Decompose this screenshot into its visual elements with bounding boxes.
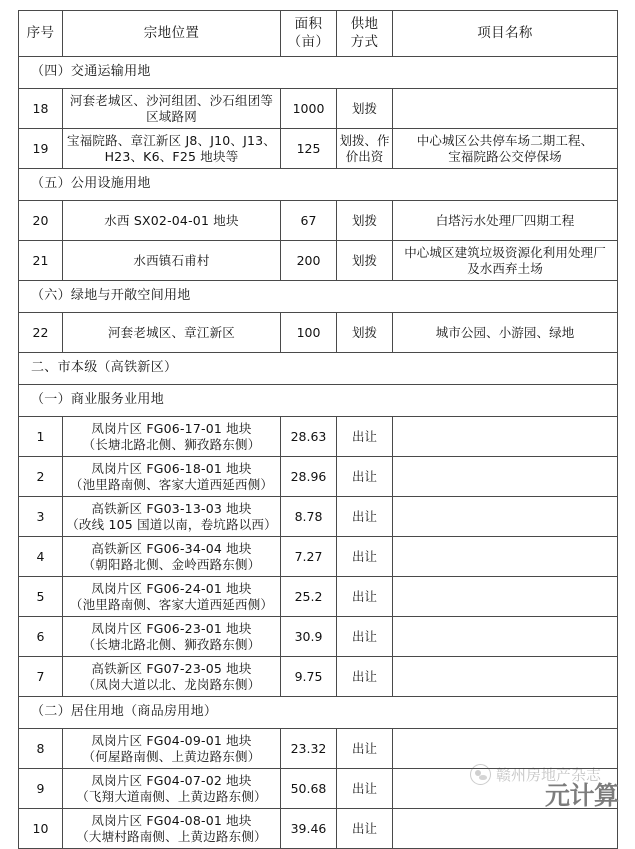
cell-line: 出让 [351, 740, 377, 756]
parcel-area: 28.96 [281, 457, 337, 497]
cell-line: 河套老城区、沙河组团、沙石组团等 [69, 92, 274, 108]
row-index: 9 [19, 769, 63, 809]
table-section-row [19, 57, 618, 89]
project-name [393, 537, 618, 577]
column-header-line: 方式 [350, 33, 379, 50]
section-title: 二、市本级（高铁新区） [19, 353, 618, 385]
cell-line: 中心城区公共停车场二期工程、 [416, 132, 594, 148]
table-body [19, 57, 618, 849]
supply-mode [337, 617, 393, 657]
supply-mode [337, 313, 393, 353]
parcel-area: 7.27 [281, 537, 337, 577]
parcel-area: 8.78 [281, 497, 337, 537]
row-index: 19 [19, 129, 63, 169]
column-header-location [63, 11, 281, 57]
cell-line: 水西 SX02-04-01 地块 [104, 212, 239, 228]
parcel-area: 125 [281, 129, 337, 169]
table-row [19, 241, 618, 281]
project-name [393, 809, 618, 849]
table-header-row [19, 11, 618, 57]
row-index: 3 [19, 497, 63, 537]
column-header-line: 序号 [26, 24, 55, 41]
parcel-area: 200 [281, 241, 337, 281]
parcel-area: 23.32 [281, 729, 337, 769]
supply-mode [337, 769, 393, 809]
row-index: 18 [19, 89, 63, 129]
cell-line: （凤岗大道以北、龙岗路东侧） [82, 676, 261, 692]
cell-line: 划拨 [351, 100, 377, 116]
row-index: 4 [19, 537, 63, 577]
parcel-area: 67 [281, 201, 337, 241]
parcel-area: 1000 [281, 89, 337, 129]
parcel-location [63, 657, 281, 697]
row-index: 22 [19, 313, 63, 353]
cell-line: 划拨 [351, 324, 377, 340]
column-header-area [281, 11, 337, 57]
parcel-location [63, 201, 281, 241]
cell-line: 出让 [351, 548, 377, 564]
row-index: 8 [19, 729, 63, 769]
supply-mode [337, 129, 393, 169]
table-row [19, 417, 618, 457]
project-name [393, 617, 618, 657]
row-index: 7 [19, 657, 63, 697]
parcel-location [63, 457, 281, 497]
cell-line: 凤岗片区 FG06-24-01 地块 [91, 580, 252, 596]
brand-watermark: 元计算 [545, 781, 619, 810]
cell-line: （长塘北路北侧、狮孜路东侧） [82, 636, 261, 652]
cell-line: 出让 [351, 780, 377, 796]
cell-line: 凤岗片区 FG06-18-01 地块 [91, 460, 252, 476]
table-section-row [19, 169, 618, 201]
supply-mode [337, 537, 393, 577]
parcel-area: 28.63 [281, 417, 337, 457]
table-row [19, 577, 618, 617]
cell-line: 出让 [351, 628, 377, 644]
column-header-line: 宗地位置 [143, 24, 200, 41]
cell-line: 价出资 [345, 148, 384, 164]
column-header-project [393, 11, 618, 57]
supply-mode [337, 729, 393, 769]
cell-line: （改线 105 国道以南，卷坑路以西） [66, 516, 277, 532]
cell-line: （何屋路南侧、上黄边路东侧） [82, 748, 261, 764]
cell-line: H23、K6、F25 地块等 [104, 148, 239, 164]
cell-line: （飞翔大道南侧、上黄边路东侧） [76, 788, 267, 804]
supply-mode [337, 201, 393, 241]
table-row [19, 201, 618, 241]
parcel-area: 50.68 [281, 769, 337, 809]
cell-line: 出让 [351, 668, 377, 684]
parcel-location [63, 729, 281, 769]
table-row [19, 657, 618, 697]
table-row [19, 537, 618, 577]
cell-line: 出让 [351, 468, 377, 484]
parcel-location [63, 769, 281, 809]
table-section-row [19, 385, 618, 417]
cell-line: 宝福院路、章江新区 J8、J10、J13、 [67, 132, 276, 148]
cell-line: （池里路南侧、客家大道西延西侧） [69, 476, 274, 492]
cell-line: 高铁新区 FG07-23-05 地块 [91, 660, 252, 676]
cell-line: 宝福院路公交停保场 [448, 148, 562, 164]
parcel-location [63, 617, 281, 657]
cell-line: 凤岗片区 FG04-09-01 地块 [91, 732, 252, 748]
column-header-index [19, 11, 63, 57]
cell-line: 出让 [351, 588, 377, 604]
parcel-location [63, 537, 281, 577]
parcel-location [63, 313, 281, 353]
land-supply-table [18, 10, 618, 849]
table-row [19, 809, 618, 849]
cell-line: 高铁新区 FG03-13-03 地块 [91, 500, 252, 516]
row-index: 10 [19, 809, 63, 849]
row-index: 21 [19, 241, 63, 281]
cell-line: 区域路网 [146, 108, 197, 124]
cell-line: 划拨 [351, 212, 377, 228]
parcel-location [63, 241, 281, 281]
supply-mode [337, 241, 393, 281]
project-name [393, 313, 618, 353]
cell-line: 水西镇石甫村 [133, 252, 210, 268]
project-name [393, 201, 618, 241]
project-name [393, 497, 618, 537]
supply-mode [337, 497, 393, 537]
project-name [393, 769, 618, 809]
table-section-row [19, 697, 618, 729]
project-name [393, 241, 618, 281]
magazine-watermark-text: 赣州房地产杂志 [496, 766, 602, 784]
parcel-location [63, 809, 281, 849]
parcel-area: 100 [281, 313, 337, 353]
project-name [393, 417, 618, 457]
project-name [393, 657, 618, 697]
cell-line: 及水西弃土场 [467, 260, 543, 276]
parcel-location [63, 577, 281, 617]
row-index: 6 [19, 617, 63, 657]
column-header-line: 供地 [350, 16, 379, 33]
cell-line: 白塔污水处理厂四期工程 [435, 212, 575, 228]
cell-line: 划拨 [351, 252, 377, 268]
row-index: 20 [19, 201, 63, 241]
parcel-location [63, 129, 281, 169]
project-name [393, 729, 618, 769]
supply-mode [337, 417, 393, 457]
column-header-line: 项目名称 [477, 24, 533, 41]
cell-line: （池里路南侧、客家大道西延西侧） [69, 596, 274, 612]
project-name [393, 577, 618, 617]
supply-mode [337, 577, 393, 617]
cell-line: 中心城区建筑垃圾资源化利用处理厂 [404, 244, 606, 260]
column-header-line: 面积 [294, 16, 323, 33]
cell-line: （朝阳路北侧、金岭西路东侧） [82, 556, 261, 572]
section-title: （四）交通运输用地 [19, 57, 618, 89]
parcel-area: 25.2 [281, 577, 337, 617]
table-row [19, 617, 618, 657]
supply-mode [337, 89, 393, 129]
table-section-row [19, 281, 618, 313]
column-header-line: （亩） [287, 33, 330, 50]
cell-line: 高铁新区 FG06-34-04 地块 [91, 540, 252, 556]
cell-line: 出让 [351, 508, 377, 524]
project-name [393, 89, 618, 129]
parcel-location [63, 89, 281, 129]
table-row [19, 497, 618, 537]
parcel-area: 39.46 [281, 809, 337, 849]
section-title: （一）商业服务业用地 [19, 385, 618, 417]
project-name [393, 129, 618, 169]
cell-line: 凤岗片区 FG06-17-01 地块 [91, 420, 252, 436]
supply-mode [337, 657, 393, 697]
parcel-area: 9.75 [281, 657, 337, 697]
cell-line: 凤岗片区 FG06-23-01 地块 [91, 620, 252, 636]
cell-line: 河套老城区、章江新区 [107, 324, 235, 340]
cell-line: 城市公园、小游园、绿地 [435, 324, 575, 340]
table-row [19, 129, 618, 169]
table-section-row [19, 353, 618, 385]
parcel-area: 30.9 [281, 617, 337, 657]
table-row [19, 313, 618, 353]
table-row [19, 769, 618, 809]
project-name [393, 457, 618, 497]
row-index: 1 [19, 417, 63, 457]
table-row [19, 89, 618, 129]
table-header [19, 11, 618, 57]
cell-line: 凤岗片区 FG04-08-01 地块 [91, 812, 252, 828]
cell-line: 划拨、作 [339, 132, 390, 148]
row-index: 5 [19, 577, 63, 617]
column-header-mode [337, 11, 393, 57]
cell-line: 凤岗片区 FG04-07-02 地块 [91, 772, 252, 788]
cell-line: （长塘北路北侧、狮孜路东侧） [82, 436, 261, 452]
supply-mode [337, 809, 393, 849]
table-row [19, 729, 618, 769]
supply-mode [337, 457, 393, 497]
table-row [19, 457, 618, 497]
cell-line: 出让 [351, 428, 377, 444]
section-title: （二）居住用地（商品房用地） [19, 697, 618, 729]
cell-line: 出让 [351, 820, 377, 836]
parcel-location [63, 497, 281, 537]
parcel-location [63, 417, 281, 457]
row-index: 2 [19, 457, 63, 497]
cell-line: （大塘村路南侧、上黄边路东侧） [76, 828, 267, 844]
section-title: （六）绿地与开敞空间用地 [19, 281, 618, 313]
section-title: （五）公用设施用地 [19, 169, 618, 201]
